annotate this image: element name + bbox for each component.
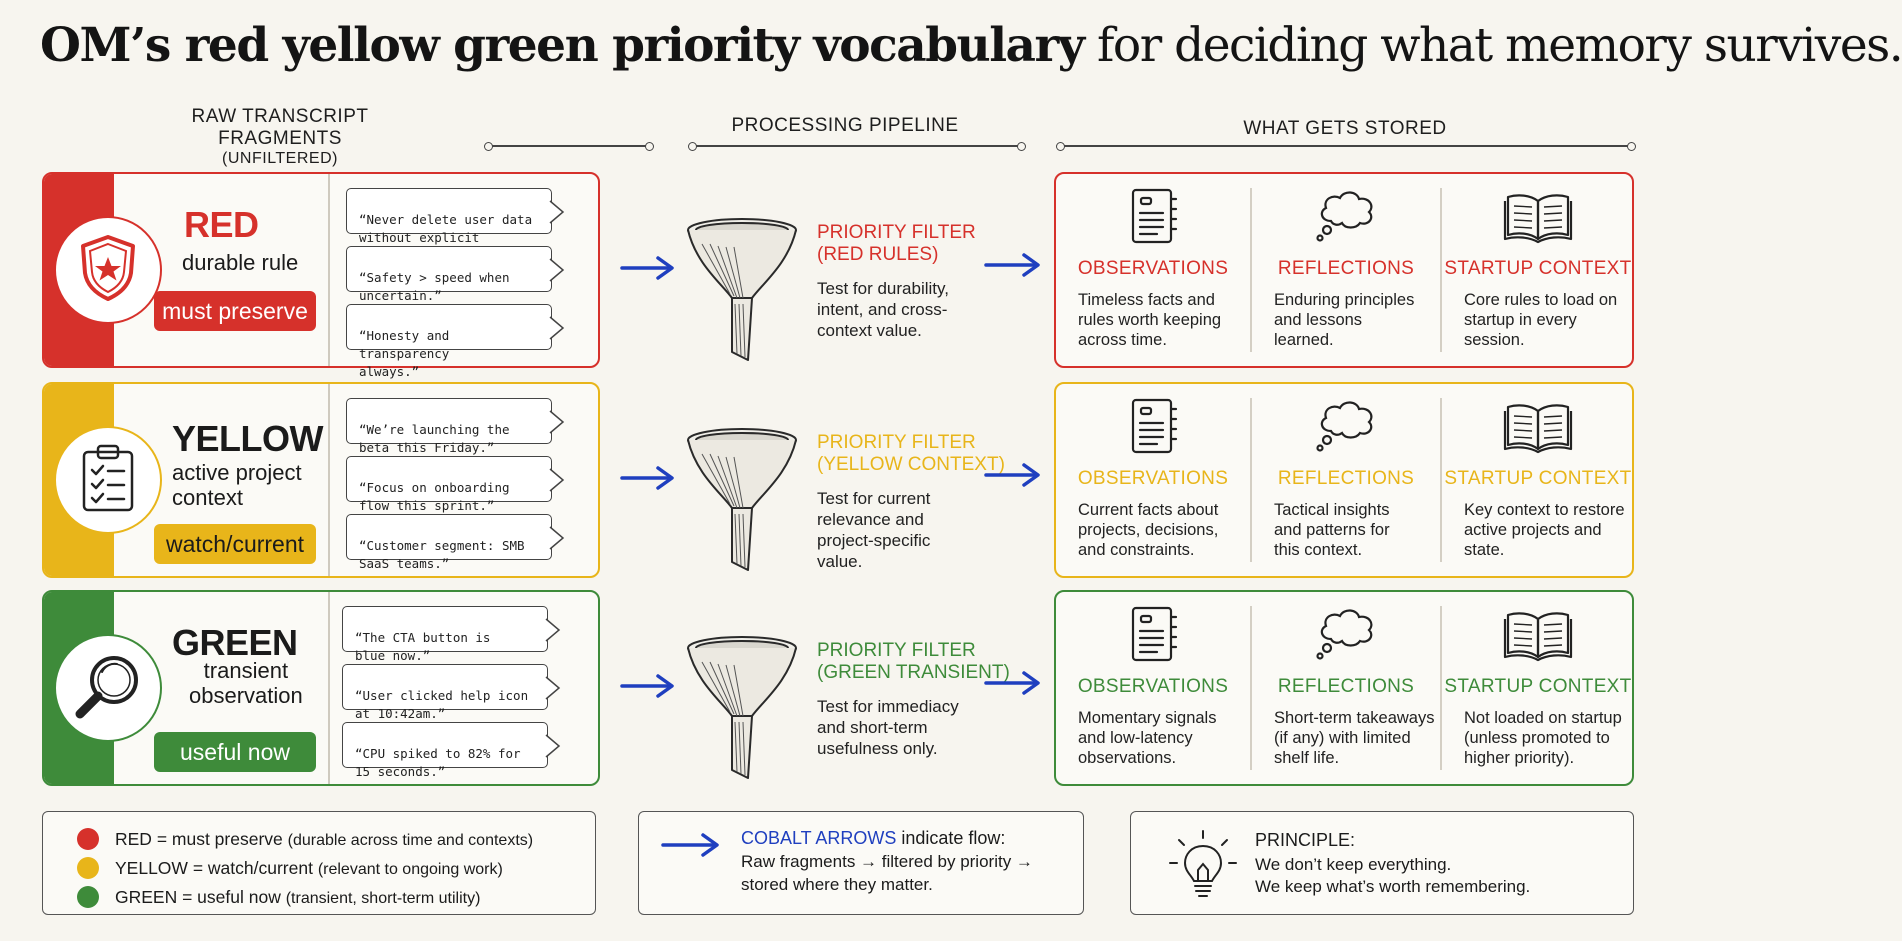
header-rule bbox=[488, 145, 650, 147]
storage-description: Enduring principles and lessons learned. bbox=[1274, 291, 1415, 349]
flow-arrow-icon bbox=[620, 673, 676, 704]
notebook-icon bbox=[1117, 186, 1189, 246]
shield-star-icon bbox=[77, 233, 139, 308]
storage-title-startup-context: STARTUP CONTEXT bbox=[1444, 468, 1632, 489]
column-header-stored: WHAT GETS STORED bbox=[1243, 118, 1447, 139]
storage-title-reflections: REFLECTIONS bbox=[1277, 258, 1415, 279]
flow-arrow-icon bbox=[620, 255, 676, 286]
storage-description: Short-term takeaways (if any) with limited shelf life. bbox=[1274, 709, 1435, 767]
storage-title-startup-context: STARTUP CONTEXT bbox=[1444, 258, 1632, 279]
legend-box bbox=[42, 811, 596, 915]
open-book-icon bbox=[1502, 186, 1574, 246]
storage-card-yellow bbox=[1054, 382, 1634, 578]
speech-tail-icon bbox=[550, 527, 564, 549]
legend-dot-yellow bbox=[77, 857, 99, 879]
legend-dot-green bbox=[77, 886, 99, 908]
speech-tail-icon bbox=[550, 201, 564, 223]
legend-dot-red bbox=[77, 828, 99, 850]
flow-box bbox=[638, 811, 1084, 915]
fragment-text: “User clicked help icon at 10:42am.” bbox=[355, 688, 529, 721]
thought-cloud-icon bbox=[1310, 604, 1382, 664]
priority-filter-title: PRIORITY FILTER (RED RULES) bbox=[817, 222, 976, 265]
category-subtitle: active project context bbox=[172, 460, 302, 510]
notebook-icon bbox=[1117, 604, 1189, 664]
storage-description: Key context to restore active projects and state. bbox=[1464, 501, 1625, 559]
storage-card-red bbox=[1054, 172, 1634, 368]
magnifier-icon bbox=[72, 650, 144, 727]
card-divider bbox=[328, 384, 330, 576]
storage-description: Core rules to load on startup in every session. bbox=[1464, 291, 1618, 349]
fragment-text: “The CTA button is blue now.” bbox=[355, 630, 491, 663]
legend-item-red bbox=[115, 829, 533, 850]
legend-note: (transient, short-term utility) bbox=[285, 890, 481, 907]
category-icon-circle bbox=[54, 634, 162, 742]
lightbulb-icon bbox=[1167, 828, 1239, 904]
category-subtitle: durable rule bbox=[182, 250, 299, 275]
transcript-fragment bbox=[346, 246, 552, 303]
principle-line-2: We keep what’s worth remembering. bbox=[1255, 877, 1531, 896]
flow-arrow-icon bbox=[984, 252, 1042, 283]
storage-title-reflections: REFLECTIONS bbox=[1277, 468, 1415, 489]
legend-note: (durable across time and contexts) bbox=[287, 832, 534, 849]
legend-key: RED bbox=[115, 829, 152, 849]
thought-cloud-icon bbox=[1310, 396, 1382, 456]
fragment-text: “Honesty and transparency always.” bbox=[359, 328, 450, 379]
card-divider bbox=[328, 174, 330, 366]
legend-note: (relevant to ongoing work) bbox=[317, 861, 503, 878]
category-subtitle: transient observation bbox=[189, 658, 303, 708]
column-header-pipeline: PROCESSING PIPELINE bbox=[731, 115, 959, 136]
legend-meaning: = useful now bbox=[177, 887, 286, 907]
fragment-text: “Safety > speed when uncertain.” bbox=[359, 270, 510, 303]
flow-line-3: stored where they matter. bbox=[741, 875, 933, 894]
notebook-icon bbox=[1117, 396, 1189, 456]
speech-tail-icon bbox=[546, 619, 560, 641]
open-book-icon bbox=[1502, 396, 1574, 456]
priority-filter-description: Test for durability, intent, and cross- context value. bbox=[817, 279, 949, 340]
clipboard-checklist-icon bbox=[78, 442, 138, 519]
page-title bbox=[40, 18, 1902, 73]
legend-key: YELLOW bbox=[115, 858, 188, 878]
header-rule bbox=[692, 145, 1022, 147]
category-pill-must-preserve: must preserve bbox=[154, 291, 316, 331]
transcript-fragment bbox=[346, 304, 552, 379]
storage-title-startup-context: STARTUP CONTEXT bbox=[1444, 676, 1632, 697]
flow-line-1 bbox=[741, 828, 1005, 849]
priority-filter-title: PRIORITY FILTER (GREEN TRANSIENT) bbox=[817, 640, 1010, 683]
principle-title: PRINCIPLE: bbox=[1255, 830, 1356, 850]
fragment-text: “Focus on onboarding flow this sprint.” bbox=[359, 480, 510, 513]
category-icon-circle bbox=[54, 216, 162, 324]
storage-title-observations: OBSERVATIONS bbox=[1077, 258, 1229, 279]
priority-filter-description: Test for current relevance and project-specific value. bbox=[817, 489, 931, 571]
flow-line-2: Raw fragments → filtered by priority → bbox=[741, 852, 1033, 871]
title-rest: for deciding what memory survives. bbox=[1083, 18, 1902, 73]
column-header-raw bbox=[130, 106, 430, 168]
transcript-fragment bbox=[342, 606, 548, 663]
storage-title-observations: OBSERVATIONS bbox=[1077, 676, 1229, 697]
priority-filter-description: Test for immediacy and short-term usefulness only. bbox=[817, 697, 959, 758]
transcript-fragment bbox=[342, 664, 548, 721]
open-book-icon bbox=[1502, 604, 1574, 664]
legend-key: GREEN bbox=[115, 887, 178, 907]
storage-card-green bbox=[1054, 590, 1634, 786]
flow-arrow-icon bbox=[984, 462, 1042, 493]
transcript-fragment bbox=[346, 514, 552, 571]
fragment-text: “Customer segment: SMB SaaS teams.” bbox=[359, 538, 525, 571]
speech-tail-icon bbox=[546, 735, 560, 757]
speech-tail-icon bbox=[546, 677, 560, 699]
transcript-fragment bbox=[346, 398, 552, 455]
title-bold: OM’s red yellow green priority vocabulary bbox=[40, 18, 1084, 73]
priority-filter-title: PRIORITY FILTER (YELLOW CONTEXT) bbox=[817, 432, 1005, 475]
speech-tail-icon bbox=[550, 259, 564, 281]
principle-box bbox=[1130, 811, 1634, 915]
cobalt-arrow-icon bbox=[661, 832, 723, 858]
storage-title-observations: OBSERVATIONS bbox=[1077, 468, 1229, 489]
principle-line-1: We don’t keep everything. bbox=[1255, 855, 1452, 874]
fragment-text: “We’re launching the beta this Friday.” bbox=[359, 422, 510, 455]
category-icon-circle bbox=[54, 426, 162, 534]
funnel-icon bbox=[682, 632, 802, 787]
storage-description: Timeless facts and rules worth keeping across time. bbox=[1078, 291, 1222, 349]
category-pill-useful-now: useful now bbox=[154, 732, 316, 772]
transcript-fragment bbox=[346, 188, 552, 245]
storage-title-reflections: REFLECTIONS bbox=[1277, 676, 1415, 697]
speech-tail-icon bbox=[550, 411, 564, 433]
funnel-icon bbox=[682, 214, 802, 369]
category-pill-watch-current: watch/current bbox=[154, 524, 316, 564]
speech-tail-icon bbox=[550, 317, 564, 339]
card-divider bbox=[328, 592, 330, 784]
column-header-raw-sub: (UNFILTERED) bbox=[222, 150, 338, 167]
legend-item-green bbox=[115, 887, 480, 908]
storage-description: Momentary signals and low-latency observations. bbox=[1078, 709, 1217, 767]
thought-cloud-icon bbox=[1310, 186, 1382, 246]
column-header-raw-label: RAW TRANSCRIPT FRAGMENTS bbox=[191, 106, 369, 149]
category-name: GREEN bbox=[172, 622, 298, 663]
header-rule bbox=[1060, 145, 1632, 147]
fragment-text: “CPU spiked to 82% for 15 seconds.” bbox=[355, 746, 521, 779]
category-name: YELLOW bbox=[172, 418, 323, 459]
funnel-icon bbox=[682, 424, 802, 579]
speech-tail-icon bbox=[550, 469, 564, 491]
transcript-fragment bbox=[342, 722, 548, 779]
legend-item-yellow bbox=[115, 858, 503, 879]
transcript-fragment bbox=[346, 456, 552, 513]
category-name: RED bbox=[184, 204, 259, 245]
storage-description: Tactical insights and patterns for this context. bbox=[1274, 501, 1390, 559]
flow-arrow-icon bbox=[984, 670, 1042, 701]
flow-text: indicate flow: bbox=[896, 828, 1006, 848]
flow-highlight: COBALT ARROWS bbox=[741, 828, 897, 848]
legend-meaning: = watch/current bbox=[187, 858, 318, 878]
fragment-text: “Never delete user data without explicit bbox=[359, 212, 533, 245]
storage-description: Not loaded on startup (unless promoted to higher priority). bbox=[1464, 709, 1622, 767]
storage-description: Current facts about projects, decisions, and constraints. bbox=[1078, 501, 1219, 559]
flow-arrow-icon bbox=[620, 465, 676, 496]
legend-meaning: = must preserve bbox=[151, 829, 288, 849]
